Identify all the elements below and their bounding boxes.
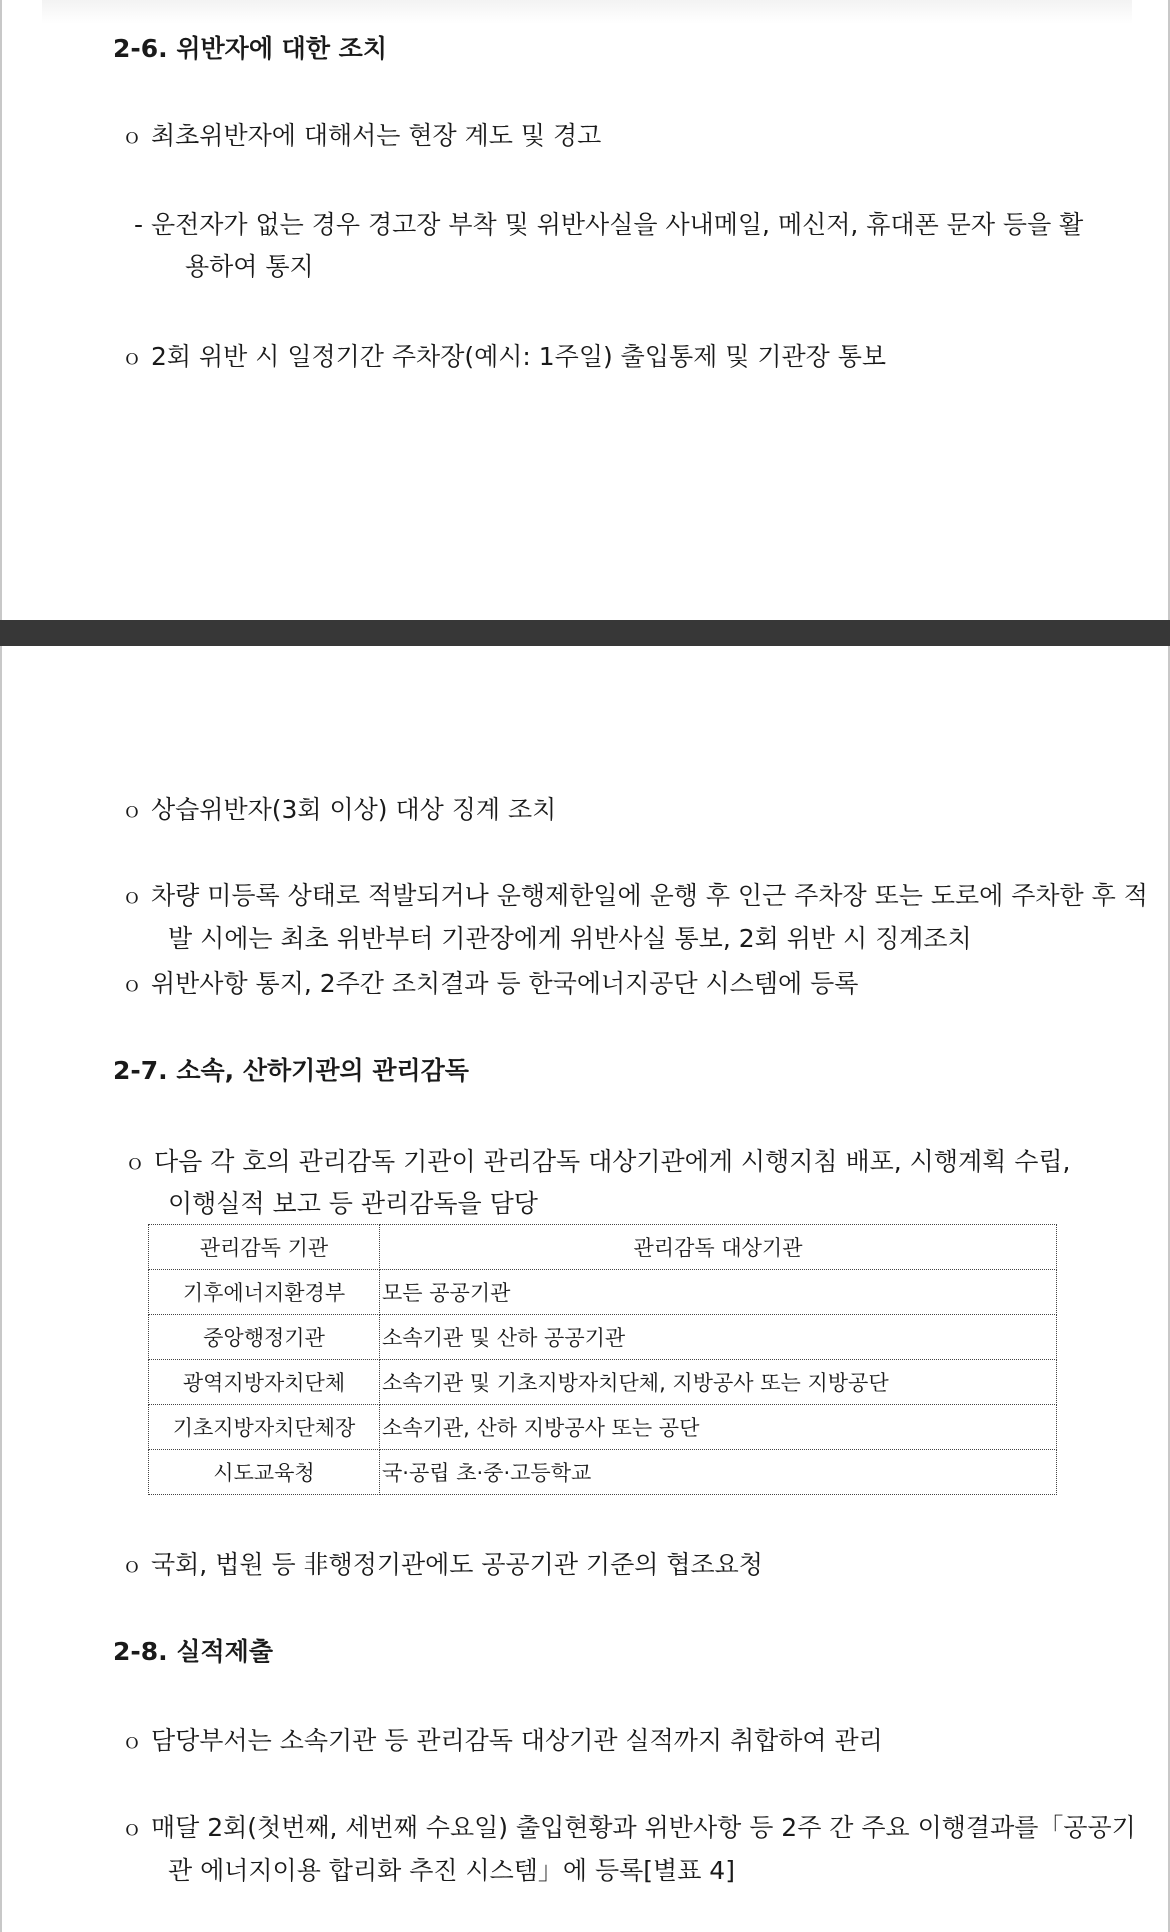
- bullet-icon: ｏ: [122, 884, 142, 908]
- bullet-icon: ｏ: [122, 1729, 142, 1753]
- paragraph: 상습위반자(3회 이상) 대상 징계 조치: [151, 795, 557, 824]
- table-cell: 기후에너지환경부: [149, 1270, 380, 1315]
- section-heading-2-8: 2-8. 실적제출: [113, 1637, 273, 1666]
- bullet-icon: ｏ: [122, 124, 142, 148]
- table-cell: 소속기관 및 기초지방자치단체, 지방공사 또는 지방공단: [380, 1360, 1057, 1405]
- page-top-shade: [42, 0, 1132, 24]
- section-heading-2-7: 2-7. 소속, 산하기관의 관리감독: [113, 1056, 469, 1085]
- paragraph: 위반사항 통지, 2주간 조치결과 등 한국에너지공단 시스템에 등록: [151, 969, 859, 998]
- table-cell: 국·공립 초·중·고등학교: [380, 1450, 1057, 1495]
- paragraph-line: 매달 2회(첫번째, 세번째 수요일) 출입현황과 위반사항 등 2주 간 주요 이행결과를「공공기: [151, 1813, 1136, 1842]
- sub-paragraph-line: 용하여 통지: [185, 252, 314, 281]
- bullet-icon: ｏ: [122, 798, 142, 822]
- bullet-icon: ｏ: [122, 1816, 142, 1840]
- page-separator: [0, 620, 1170, 646]
- paragraph-line: 관 에너지이용 합리화 추진 시스템」에 등록[별표 4]: [168, 1856, 735, 1885]
- section-heading-2-6: 2-6. 위반자에 대한 조치: [113, 34, 387, 63]
- table-cell: 시도교육청: [149, 1450, 380, 1495]
- paragraph-line: 이행실적 보고 등 관리감독을 담당: [168, 1189, 538, 1218]
- table-row: [149, 1360, 1057, 1405]
- table-header-cell: 관리감독 기관: [149, 1225, 380, 1270]
- sub-paragraph-line: - 운전자가 없는 경우 경고장 부착 및 위반사실을 사내메일, 메신저, 휴대폰 문자 등을 활: [134, 210, 1084, 239]
- table-cell: 소속기관, 산하 지방공사 또는 공단: [380, 1405, 1057, 1450]
- paragraph: 담당부서는 소속기관 등 관리감독 대상기관 실적까지 취합하여 관리: [151, 1726, 883, 1755]
- table-cell: 기초지방자치단체장: [149, 1405, 380, 1450]
- paragraph-line: 발 시에는 최초 위반부터 기관장에게 위반사실 통보, 2회 위반 시 징계조치: [168, 924, 972, 953]
- table-header-cell: 관리감독 대상기관: [380, 1225, 1057, 1270]
- table-row: [149, 1450, 1057, 1495]
- table-row: [149, 1405, 1057, 1450]
- bullet-icon: ｏ: [122, 1553, 142, 1577]
- table-cell: 모든 공공기관: [380, 1270, 1057, 1315]
- bullet-icon: ｏ: [122, 972, 142, 996]
- paragraph-line: 차량 미등록 상태로 적발되거나 운행제한일에 운행 후 인근 주차장 또는 도로에 주차한 후 적: [151, 881, 1148, 910]
- table-cell: 소속기관 및 산하 공공기관: [380, 1315, 1057, 1360]
- bullet-icon: ｏ: [122, 345, 142, 369]
- table-row: [149, 1315, 1057, 1360]
- table-row: [149, 1270, 1057, 1315]
- supervision-table: [148, 1224, 1057, 1495]
- paragraph: 최초위반자에 대해서는 현장 계도 및 경고: [151, 121, 602, 150]
- table-cell: 광역지방자치단체: [149, 1360, 380, 1405]
- paragraph: 2회 위반 시 일정기간 주차장(예시: 1주일) 출입통제 및 기관장 통보: [151, 342, 887, 371]
- table-cell: 중앙행정기관: [149, 1315, 380, 1360]
- table-header-row: [149, 1225, 1057, 1270]
- paragraph-line: 다음 각 호의 관리감독 기관이 관리감독 대상기관에게 시행지침 배포, 시행계획 수립,: [154, 1147, 1071, 1176]
- paragraph: 국회, 법원 등 非행정기관에도 공공기관 기준의 협조요청: [151, 1550, 763, 1579]
- bullet-icon: ｏ: [125, 1150, 145, 1174]
- document-page-1: [0, 0, 1170, 620]
